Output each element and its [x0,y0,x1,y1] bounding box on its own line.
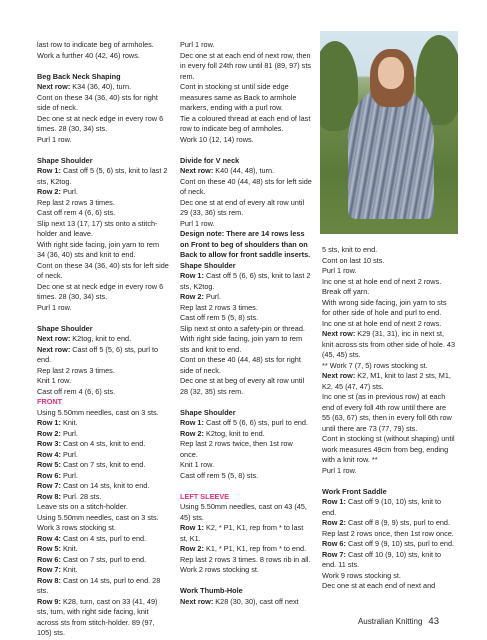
instruction-text: Purl. [60,449,78,459]
instruction-line [180,114,312,135]
instruction-line [180,429,312,440]
instruction-text: Inc one st at hole end of next 2 rows. [322,276,442,286]
instruction-text: With right side facing, join yarn to rem 34 (36, 40) sts and knit to end. [37,239,160,259]
instruction-line [180,303,312,314]
instruction-text: Dec one st at beg of every alt row until 28 (32, 35) sts rem. [180,376,305,396]
instruction-line [322,245,456,256]
paragraph-gap [180,145,312,156]
instruction-line [322,466,456,477]
instruction-line [180,471,312,482]
instruction-line [322,277,456,288]
instruction-text: Cast off rem 5 (5, 8) sts. [180,470,259,480]
instruction-text: With wrong side facing, join yarn to sts for other side of hole and purl to end. [322,297,447,317]
instruction-line [37,208,169,219]
instruction-line [37,282,169,303]
instruction-text: Cont on last 10 sts. [322,255,385,265]
instruction-text: Using 5.50mm needles, cast on 3 sts. [37,512,159,522]
instruction-text: K29 (31, 31), inc in next st, knit across sts from other side of hole. 43 (45, 45) sts. [322,329,456,359]
instruction-text: Rep last 2 rows 3 times. 8 rows rib in all. [180,554,311,564]
row-label: Row 1: [37,418,61,427]
instruction-line [37,303,169,314]
instruction-text: Rep last 2 rows 3 times. [37,365,115,375]
instruction-text: K2tog, knit to end. [70,334,132,343]
instruction-text: K1, * P1, K1, rep from * to end. [203,544,307,553]
instruction-line [37,513,169,524]
instruction-text: Cast on 14 sts, knit to end. [60,481,150,490]
instruction-text: Cast off 5 (5, 6) sts, knit to last 2 sts, K2tog. [37,166,168,186]
instruction-text: Work Front Saddle [322,486,387,496]
instruction-line [180,40,312,51]
instruction-line [37,219,169,240]
instruction-text: K28, turn, cast on 33 (41, 49) sts, turn, with right side facing, knit across sts from stitch-holder. 89 (97, 105) sts. [37,596,158,637]
instruction-text: Purl. [203,292,221,301]
instruction-line [180,376,312,397]
instruction-line [322,361,456,372]
instruction-text: Cont on these 40 (44, 48) sts for right side of neck. [180,355,301,375]
instruction-line [322,329,456,361]
instruction-text: Slip next 13 (17, 17) sts onto a stitch-holder and leave. [37,218,158,238]
instruction-line [37,40,169,61]
instruction-text: Inc one st (as in previous row) at each end of every foll 4th row until there are 55 (63, 67) sts, then in every foll 6th row until there are 73 (77, 79) sts. [322,392,452,433]
instruction-text: LEFT SLEEVE [180,491,230,501]
instruction-line [37,523,169,534]
instruction-line [37,565,169,576]
instruction-text: Using 5.50mm needles, cast on 3 sts. [37,407,159,417]
row-label: Row 1: [180,418,204,427]
magazine-name: Australian Knitting [357,617,423,626]
instruction-text: Cont on these 34 (36, 40) sts for left side of neck. [37,260,169,280]
instruction-line [180,544,312,555]
instruction-line [37,366,169,377]
instruction-text: Knit 1 row. [180,460,215,469]
row-label: Next row: [322,329,356,338]
row-label: Row 1: [180,523,204,532]
instruction-text: Dec one st at each end of next row, then in every foll 24th row until 81 (89, 97) sts rem. [180,50,312,81]
instruction-line [180,565,312,576]
instruction-line [322,319,456,330]
instruction-line [322,581,456,592]
instruction-text: K2tog, knit to end. [203,428,265,438]
instruction-line [322,497,456,518]
paragraph-gap [37,61,169,72]
instruction-line [180,355,312,376]
instruction-text: Inc one st at hole end of next 2 rows. [322,318,442,328]
instruction-text: K28 (30, 30), cast off next [213,596,299,606]
row-label: Row 8: [37,575,61,585]
instruction-line [37,597,169,639]
row-label: Row 6: [37,554,61,564]
instruction-line [322,256,456,267]
instruction-line [322,550,456,571]
instruction-text: ** Work 7 (7, 5) rows stocking st. [322,360,428,370]
page-footer [358,616,439,627]
instruction-text: Purl 1 row. [37,134,72,144]
instruction-line [37,187,169,198]
instruction-line [322,298,456,319]
instruction-text: Cast on 7 sts, knit to end. [60,460,146,469]
instruction-line [180,418,312,429]
instruction-text: Purl. [60,428,78,438]
section-heading [37,72,169,83]
instruction-line [37,198,169,209]
instruction-line [180,271,312,292]
instruction-text: Dec one st at end of every alt row until 29 (33, 36) sts rem. [180,197,305,217]
instruction-text: Rep last 2 rows 3 times. [180,302,258,312]
instruction-line [37,240,169,261]
section-heading [322,487,456,498]
instruction-text: Divide for V neck [180,155,240,165]
section-title [180,492,312,503]
instruction-text: Purl 1 row. [322,465,357,475]
instruction-text: Purl. [60,187,78,196]
instruction-text: Shape Shoulder [180,260,236,270]
instruction-line [37,555,169,566]
paragraph-gap [322,476,456,487]
row-label: Row 5: [37,460,61,469]
instruction-line [180,334,312,355]
page-number: 43 [428,616,439,627]
instruction-text: Knit 1 row. [37,376,72,385]
instruction-line [322,518,456,529]
instruction-line [37,82,169,93]
instruction-text: FRONT [37,397,63,406]
instruction-line [180,313,312,324]
instruction-text: 5 sts, knit to end. [322,245,378,254]
instruction-line [180,555,312,566]
instruction-text: Rep last 2 rows 3 times. [37,197,115,207]
row-label: Next row: [37,82,71,91]
instruction-line [180,177,312,198]
paragraph-gap [37,145,169,156]
row-label: Next row: [180,596,214,606]
instruction-line [322,434,456,466]
instruction-text: Cast on 14 sts, purl to end. 28 sts. [37,575,161,595]
instruction-line [37,261,169,282]
instruction-text: K40 (44, 48), turn. [213,166,275,175]
instruction-text: Leave sts on a stitch-holder. [37,502,128,511]
instruction-text: Purl 1 row. [37,302,72,312]
instruction-line [37,534,169,545]
row-label: Row 1: [180,271,204,280]
row-label: Row 1: [322,497,346,506]
row-label: Row 7: [37,565,61,574]
section-title [37,397,169,408]
instruction-line [180,597,312,608]
row-label: Row 4: [37,449,61,459]
instruction-line [322,539,456,550]
instruction-line [37,135,169,146]
instruction-text: Work 2 rows stocking st. [180,565,259,574]
sweater-image [348,89,434,219]
face-image [378,57,404,89]
instruction-line [322,529,456,540]
instruction-line [322,392,456,434]
instruction-line [37,471,169,482]
instruction-text: Work 10 (12, 14) rows. [180,134,254,144]
row-label: Next row: [322,371,356,380]
instruction-text: Cast off 9 (10, 10) sts, knit to end. [322,497,442,517]
row-label: Row 5: [37,544,61,553]
instruction-text: Cast off rem 5 (5, 8) sts. [180,313,259,322]
instruction-text: Purl. [60,470,78,480]
instruction-text: Design note: There are 14 rows less on Front to beg of shoulders than on Back to allow for front saddle inserts. [180,229,311,259]
row-label: Row 7: [37,481,61,490]
instruction-text: Tie a coloured thread at each end of last row to indicate beg of armholes. [180,113,311,133]
instruction-line [37,93,169,114]
row-label: Row 3: [37,439,61,448]
row-label: Row 8: [37,491,61,501]
column-2 [180,40,312,607]
instruction-text: Dec one st at neck edge in every row 6 times. 28 (30, 34) sts. [37,281,164,301]
column-1 [37,40,169,639]
instruction-text: Cast off 5 (5, 6) sts, purl to end. [37,344,159,364]
instruction-line [180,198,312,219]
instruction-text: Shape Shoulder [37,155,93,165]
model-photo [320,31,458,234]
instruction-text: Cast off 8 (9, 9) sts, purl to end. [345,518,451,527]
instruction-text: Rep last 2 rows once, then 1st row once. [322,528,454,538]
instruction-text: Cast on 4 sts, purl to end. [60,533,147,543]
paragraph-gap [180,397,312,408]
instruction-line [37,429,169,440]
instruction-line [322,371,456,392]
row-label: Row 2: [180,544,204,553]
instruction-line [37,544,169,555]
paragraph-gap [180,481,312,492]
instruction-line [180,82,312,114]
instruction-text: Dec one st at each end of next and [322,581,436,590]
instruction-line [37,376,169,387]
instruction-text: Cont on these 40 (44, 48) sts for left side of neck. [180,176,312,196]
instruction-line [37,345,169,366]
instruction-text: Knit. [60,418,78,427]
row-label: Next row: [37,344,71,354]
instruction-text: Beg Back Neck Shaping [37,71,121,81]
row-label: Row 6: [37,470,61,480]
section-heading [180,586,312,597]
instruction-text: Cast off rem 4 (6, 6) sts. [37,386,116,396]
row-label: Row 2: [180,428,204,438]
instruction-text: Purl. 28 sts. [60,491,102,501]
instruction-line [37,166,169,187]
instruction-line [37,450,169,461]
instruction-text: Cast on 4 sts, knit to end. [60,439,146,448]
instruction-text: K34 (36, 40), turn. [70,82,132,91]
instruction-text: Break off yarn. [322,287,370,296]
row-label: Row 2: [180,292,204,301]
instruction-text: Purl 1 row. [180,40,215,49]
instruction-line [180,219,312,230]
instruction-line [37,492,169,503]
row-label: Row 2: [37,187,61,196]
row-label: Row 1: [37,166,61,175]
instruction-line [37,408,169,419]
instruction-text: Work Thumb-Hole [180,586,243,595]
instruction-text: Rep last 2 rows twice, then 1st row once. [180,439,293,459]
instruction-text: Knit. [60,565,78,574]
row-label: Row 2: [322,518,346,527]
instruction-line [37,418,169,429]
section-heading [180,408,312,419]
instruction-line [180,439,312,460]
instruction-line [180,523,312,544]
instruction-text: K2, * P1, K1, rep from * to last st, K1. [180,523,304,543]
section-heading [180,261,312,272]
instruction-line [37,334,169,345]
instruction-text: Cast off 5 (6, 6) sts, knit to last 2 sts, K2tog. [180,271,311,291]
instruction-line [37,460,169,471]
instruction-text: With right side facing, join yarn to rem sts and knit to end. [180,334,303,354]
instruction-text: K2, M1, knit to last 2 sts, M1, K2. 45 (47, 47) sts. [322,371,451,391]
instruction-line [180,292,312,303]
instruction-line [37,114,169,135]
row-label: Row 2: [37,428,61,438]
instruction-text: Knit. [60,544,78,553]
instruction-line [37,481,169,492]
instruction-text: Cont in stocking st (without shaping) until work measures 49cm from beg, ending with a knit row. ** [322,434,455,464]
instruction-text: Cont on these 34 (36, 40) sts for right side of neck. [37,92,158,112]
instruction-text: Shape Shoulder [180,407,236,417]
row-label: Row 9: [37,596,61,606]
instruction-text: Cont in stocking st until side edge measures same as Back to armhole markers, ending with a purl row. [180,82,297,112]
row-label: Row 4: [37,533,61,543]
instruction-line [180,166,312,177]
instruction-line [37,387,169,398]
instruction-text: Dec one st at neck edge in every row 6 times. 28 (30, 34) sts. [37,113,164,133]
instruction-text: Slip next st onto a safety-pin or thread. [180,323,305,333]
section-heading [180,229,312,261]
instruction-text: Cast off rem 4 (6, 6) sts. [37,208,116,217]
instruction-line [180,135,312,146]
row-label: Next row: [180,166,214,175]
instruction-text: Cast off 10 (9, 10) sts, knit to end. 11 sts. [322,549,442,569]
instruction-line [180,51,312,83]
instruction-line [322,287,456,298]
instruction-text: Shape Shoulder [37,323,93,333]
instruction-text: Work 9 rows stocking st. [322,570,401,580]
row-label: Next row: [37,334,71,343]
instruction-line [180,324,312,335]
paragraph-gap [180,576,312,587]
instruction-text: Using 5.50mm needles, cast on 43 (45, 45) sts. [180,502,307,522]
instruction-text: Purl 1 row. [180,218,215,228]
instruction-line [180,502,312,523]
row-label: Row 7: [322,549,346,559]
instruction-text: Cast off 5 (6, 6) sts, purl to end. [203,418,309,427]
instruction-line [322,266,456,277]
row-label: Row 6: [322,539,346,548]
section-heading [180,156,312,167]
column-3 [322,245,456,592]
instruction-line [37,576,169,597]
instruction-line [180,460,312,471]
instruction-text: Cast on 7 sts, purl to end. [60,554,147,564]
instruction-line [37,439,169,450]
instruction-text: last row to indicate beg of armholes. Work a further 40 (42, 46) rows. [37,40,154,60]
paragraph-gap [37,313,169,324]
instruction-text: Purl 1 row. [322,266,357,275]
instruction-text: Cast off 9 (9, 10) sts, purl to end. [345,539,455,548]
instruction-line [322,571,456,582]
instruction-text: Work 3 rows stocking st. [37,523,116,532]
instruction-line [37,502,169,513]
section-heading [37,324,169,335]
section-heading [37,156,169,167]
